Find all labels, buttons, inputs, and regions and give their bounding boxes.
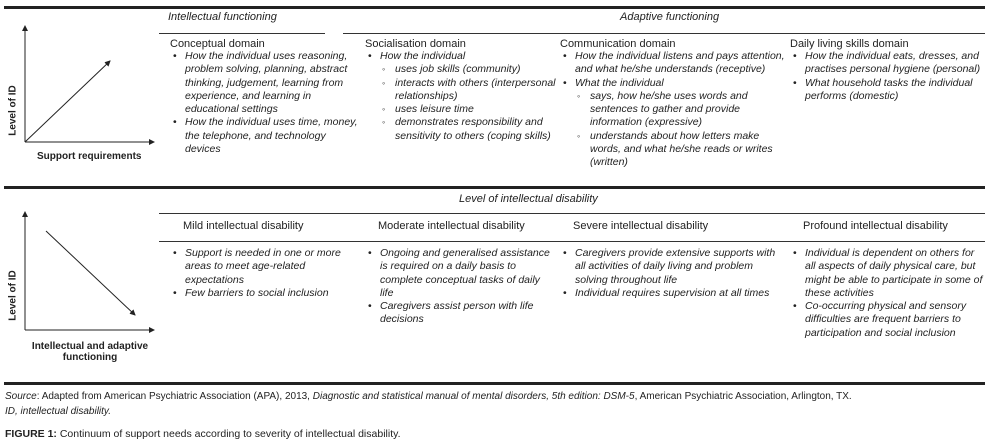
list-item: • What household tasks the individual performs (domestic) xyxy=(790,77,985,104)
level-list xyxy=(365,247,555,327)
divider xyxy=(343,33,985,34)
domain-list xyxy=(365,50,560,143)
source-text: : Adapted from American Psychiatric Association (APA), 2013, xyxy=(36,391,313,402)
decreasing-arrow xyxy=(46,231,135,315)
divider xyxy=(159,241,985,242)
domain-title: Socialisation domain xyxy=(365,38,466,50)
source-text: , American Psychiatric Association, Arlington, TX. xyxy=(634,391,852,402)
level-title: Profound intellectual disability xyxy=(803,220,948,232)
list-item: • Co-occurring physical and sensory difficulties are frequent barriers to participation and social inclusion xyxy=(790,300,985,340)
domain-list xyxy=(170,50,360,156)
level-title: Severe intellectual disability xyxy=(573,220,709,232)
list-item: • Individual is dependent on others for all aspects of daily physical care, but might be able to participate in some of these activities xyxy=(790,247,985,300)
list-item: ◦ interacts with others (interpersonal relationships) xyxy=(365,77,560,104)
domain-list xyxy=(790,50,985,103)
list-item: • How the individual uses reasoning, problem solving, planning, abstract thinking, judgement, learning from experience, and learning in educational settings xyxy=(170,50,360,116)
source-label: Source xyxy=(5,391,37,402)
divider xyxy=(159,213,985,214)
figure-label: FIGURE 1: xyxy=(5,428,57,440)
list-item: ◦ demonstrates responsibility and sensitivity to others (coping skills) xyxy=(365,116,560,143)
list-item: • How the individual uses time, money, the telephone, and technology devices xyxy=(170,116,360,156)
list-item: ◦ says, how he/she uses words and sentences to gather and provide information (expressive) xyxy=(560,90,785,130)
bottom-rule xyxy=(4,382,985,385)
list-item: ◦ understands about how letters make words, and what he/she reads or writes (written) xyxy=(560,130,785,170)
level-column xyxy=(365,247,555,327)
adaptive-header: Adaptive functioning xyxy=(620,11,720,23)
source-note xyxy=(5,391,852,402)
source-title: Diagnostic and statistical manual of mental disorders, 5th edition: DSM-5 xyxy=(312,391,635,402)
y-axis-label: Level of ID xyxy=(7,85,19,136)
list-item: • How the individual xyxy=(365,50,560,63)
divider xyxy=(159,33,325,34)
figure-caption xyxy=(5,428,401,440)
level-header: Level of intellectual disability xyxy=(459,193,598,205)
domain-column xyxy=(170,38,360,156)
list-item: • What the individual xyxy=(560,77,785,90)
x-axis-label: Intellectual and adaptive functioning xyxy=(31,341,149,363)
domain-title: Communication domain xyxy=(560,38,676,50)
domain-title: Conceptual domain xyxy=(170,38,265,50)
caption-text: Continuum of support needs according to severity of intellectual disability. xyxy=(56,428,401,440)
list-item: • Individual requires supervision at all times xyxy=(560,287,780,300)
level-list xyxy=(560,247,780,300)
intellectual-header: Intellectual functioning xyxy=(168,11,277,23)
domain-column xyxy=(560,38,785,170)
domain-list xyxy=(560,50,785,170)
list-item: • Few barriers to social inclusion xyxy=(170,287,360,300)
level-column xyxy=(790,247,985,340)
domain-column xyxy=(365,38,560,143)
list-item: • Caregivers assist person with life decisions xyxy=(365,300,555,327)
level-list xyxy=(170,247,360,300)
x-axis-label: Support requirements xyxy=(37,151,142,162)
level-title: Mild intellectual disability xyxy=(183,220,304,232)
list-item: • How the individual eats, dresses, and practises personal hygiene (personal) xyxy=(790,50,985,77)
level-column xyxy=(560,247,780,300)
level-column xyxy=(170,247,360,300)
level-title: Moderate intellectual disability xyxy=(378,220,525,232)
list-item: • Caregivers provide extensive supports with all activities of daily living and problem solving throughout life xyxy=(560,247,780,287)
abbreviation-note: ID, intellectual disability. xyxy=(5,406,111,417)
y-axis-label: Level of ID xyxy=(7,270,19,321)
list-item: ◦ uses leisure time xyxy=(365,103,560,116)
list-item: • Support is needed in one or more areas to meet age-related expectations xyxy=(170,247,360,287)
list-item: • How the individual listens and pays attention, and what he/she understands (receptive) xyxy=(560,50,785,77)
level-list xyxy=(790,247,985,340)
list-item: ◦ uses job skills (community) xyxy=(365,63,560,76)
increasing-arrow xyxy=(25,61,110,142)
list-item: • Ongoing and generalised assistance is required on a daily basis to complete conceptual tasks of daily life xyxy=(365,247,555,300)
domain-column xyxy=(790,38,985,103)
domain-title: Daily living skills domain xyxy=(790,38,909,50)
